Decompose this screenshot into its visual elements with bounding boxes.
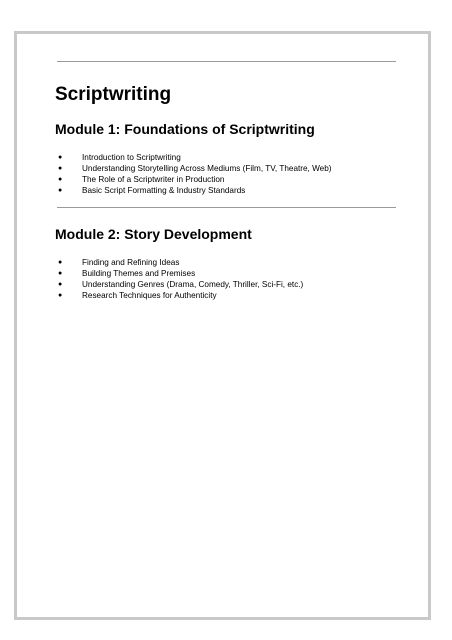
bullet-icon: ● [58, 187, 63, 194]
topic-text: Research Techniques for Authenticity [82, 291, 217, 300]
bullet-icon: ● [58, 176, 63, 183]
topic-text: Introduction to Scriptwriting [82, 153, 181, 162]
module-1-heading: Module 1: Foundations of Scriptwriting [55, 121, 315, 137]
topic-text: The Role of a Scriptwriter in Production [82, 175, 225, 184]
bullet-icon: ● [58, 281, 63, 288]
topic-text: Understanding Storytelling Across Mediums (Film, TV, Theatre, Web) [82, 164, 332, 173]
bullet-icon: ● [58, 154, 63, 161]
topic-text: Understanding Genres (Drama, Comedy, Thriller, Sci-Fi, etc.) [82, 280, 304, 289]
bullet-icon: ● [58, 270, 63, 277]
topic-text: Finding and Refining Ideas [82, 258, 180, 267]
topic-text: Basic Script Formatting & Industry Standards [82, 186, 246, 195]
top-divider [57, 61, 396, 62]
section-divider [57, 207, 396, 208]
document-title: Scriptwriting [55, 84, 172, 105]
bullet-icon: ● [58, 292, 63, 299]
topic-text: Building Themes and Premises [82, 269, 196, 278]
module-2-heading: Module 2: Story Development [55, 226, 252, 242]
bullet-icon: ● [58, 259, 63, 266]
bullet-icon: ● [58, 165, 63, 172]
